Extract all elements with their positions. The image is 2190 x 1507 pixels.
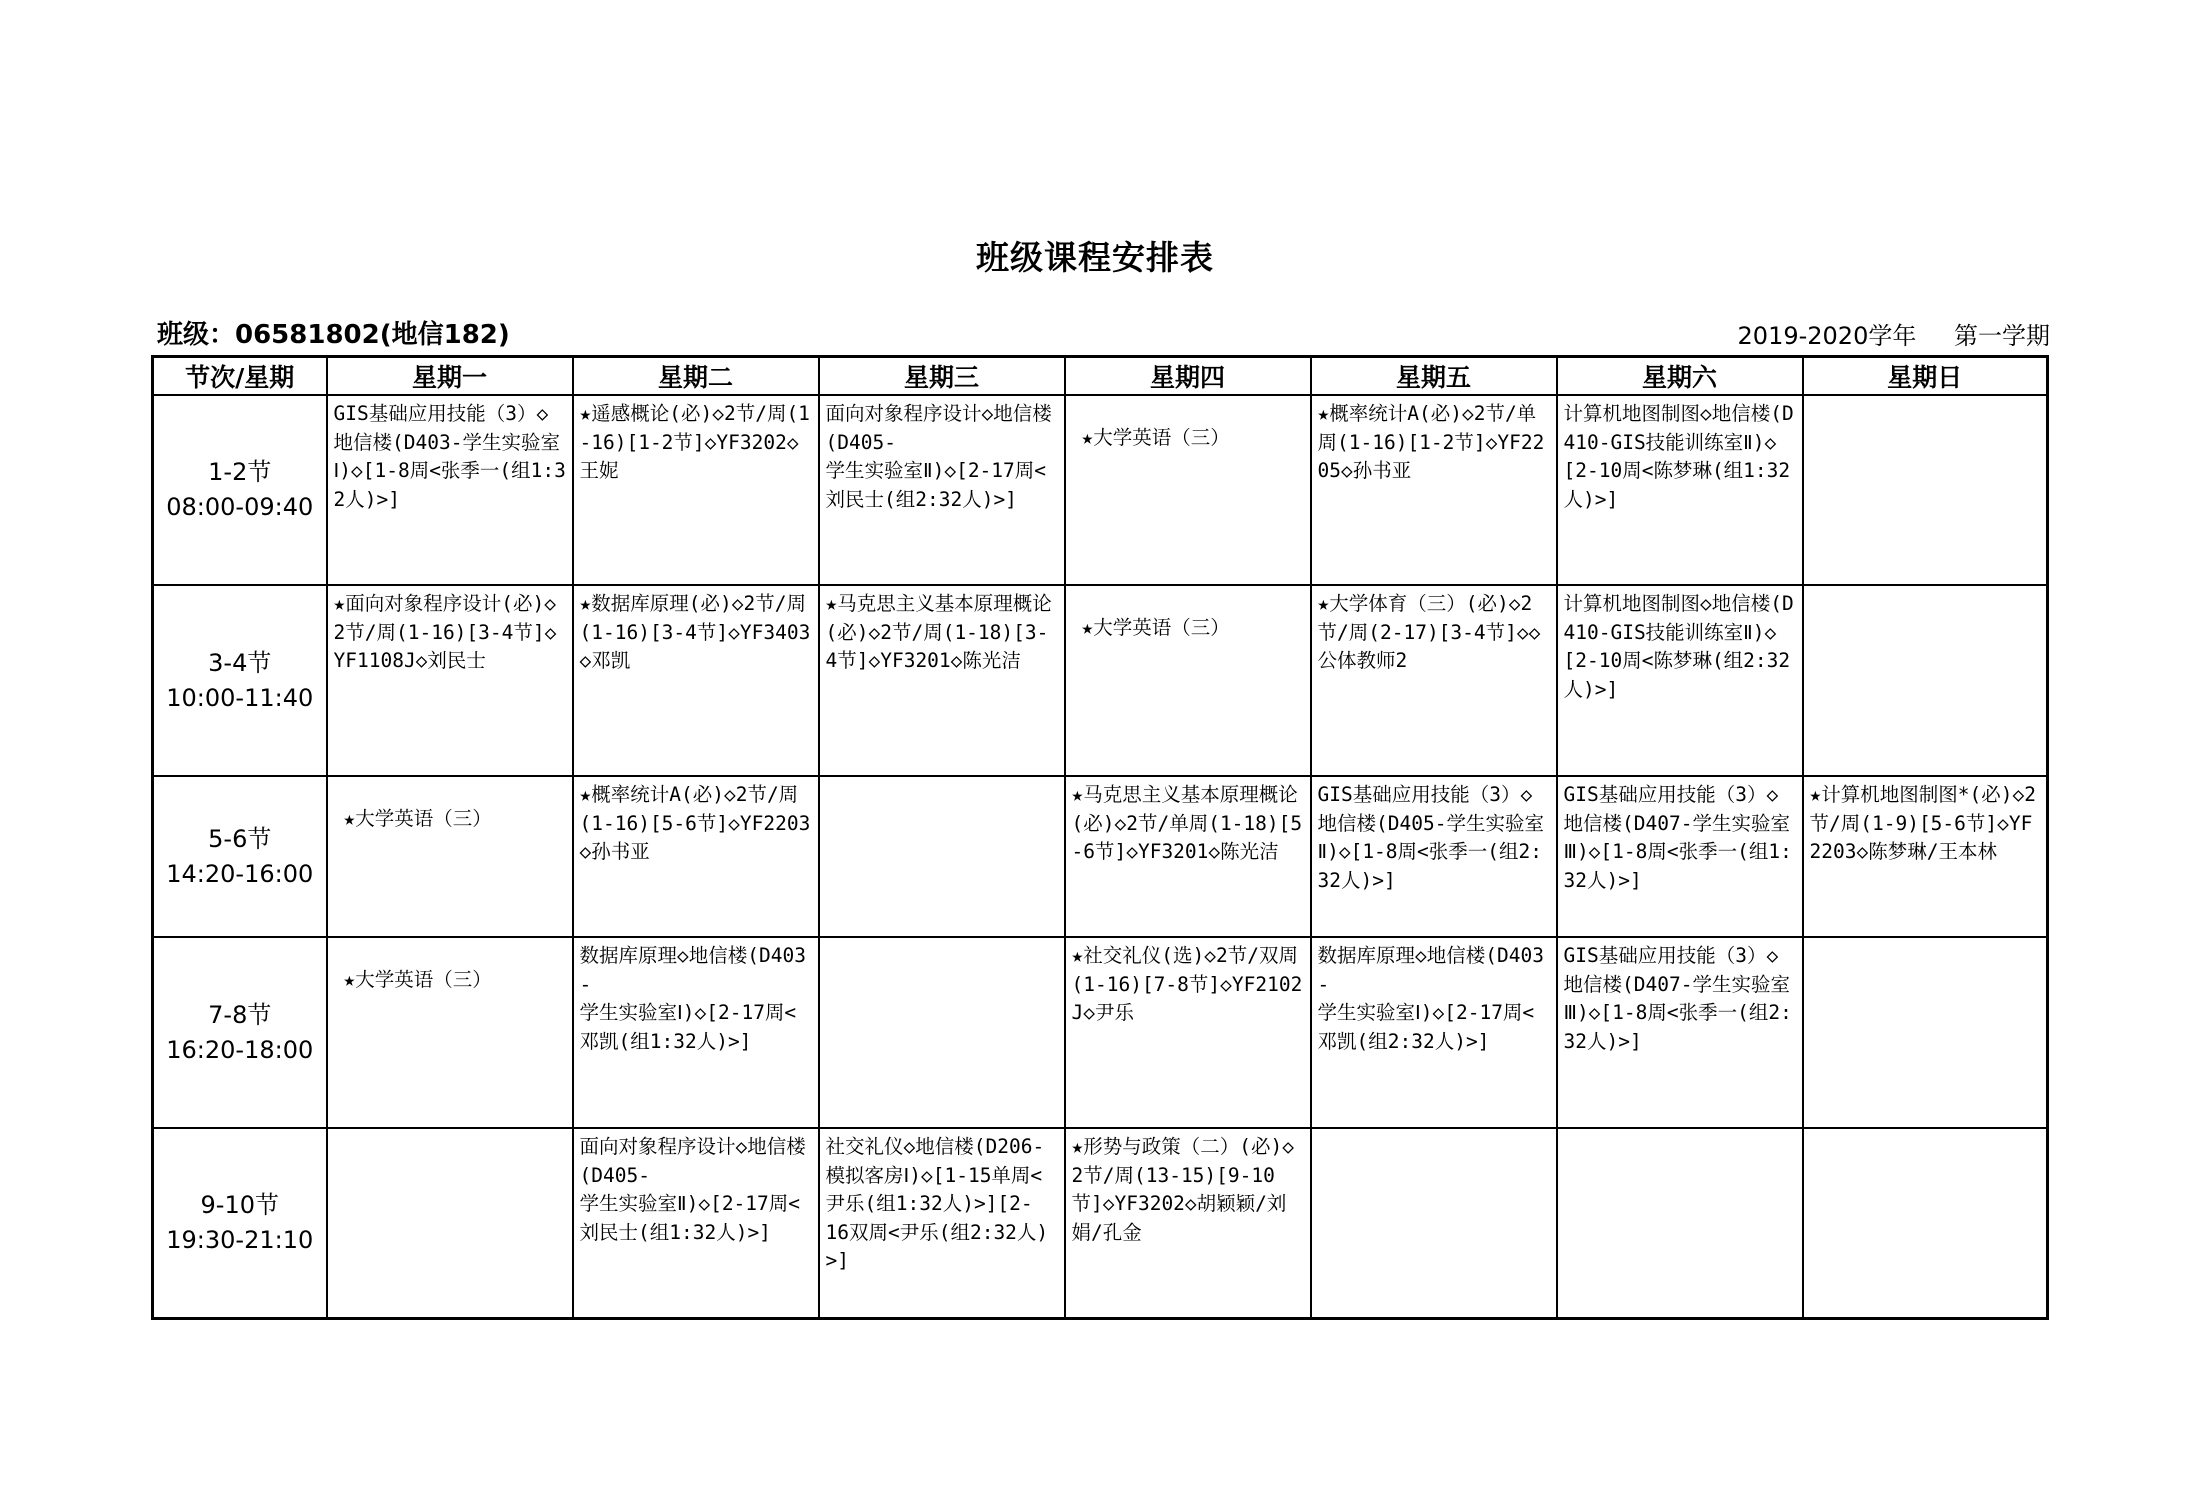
period-time: 16:20-18:00	[166, 1035, 314, 1064]
course-cell	[1065, 1128, 1311, 1319]
course-cell	[573, 1128, 819, 1319]
course-cell	[1803, 585, 2048, 776]
course-text: ★大学英语（三）	[1081, 426, 1230, 449]
course-text: ★马克思主义基本原理概论(必)◇2节/单周(1-18)[5-6节]◇YF3201◇陈光洁	[1071, 783, 1303, 863]
course-cell	[1557, 585, 1803, 776]
course-cell	[1557, 1128, 1803, 1319]
course-cell	[573, 585, 819, 776]
course-text: GIS基础应用技能（3）◇地信楼(D403-学生实验室Ⅰ)◇[1-8周<张季一(组1:32人)>]	[333, 402, 566, 511]
header-tuesday: 星期二	[573, 357, 819, 396]
period-label: 7-8节	[208, 1000, 272, 1029]
course-text: ★大学英语（三）	[343, 807, 492, 830]
header-monday: 星期一	[327, 357, 573, 396]
header-friday: 星期五	[1311, 357, 1557, 396]
course-text: ★概率统计A(必)◇2节/单周(1-16)[1-2节]◇YF2205◇孙书亚	[1317, 402, 1545, 482]
course-cell	[327, 585, 573, 776]
course-cell	[1557, 395, 1803, 585]
course-text: GIS基础应用技能（3）◇地信楼(D407-学生实验室Ⅲ)◇[1-8周<张季一(组1:32人)>]	[1563, 783, 1792, 892]
period-cell	[153, 585, 327, 776]
course-cell	[327, 395, 573, 585]
period-label: 3-4节	[208, 648, 272, 677]
period-cell	[153, 776, 327, 937]
course-text	[820, 938, 1064, 942]
period-time: 14:20-16:00	[166, 859, 314, 888]
course-text: 社交礼仪◇地信楼(D206- 模拟客房Ⅰ)◇[1-15单周<尹乐(组1:32人)>][2- 16双周<尹乐(组2:32人)>]	[825, 1135, 1049, 1272]
course-text	[1312, 1129, 1556, 1133]
table-row	[153, 585, 2048, 776]
course-cell	[1803, 1128, 2048, 1319]
course-text: ★形势与政策（二）(必)◇2节/周(13-15)[9-10节]◇YF3202◇胡颖颖/刘娟/孔金	[1071, 1135, 1294, 1244]
course-cell	[1803, 937, 2048, 1128]
term-label	[1708, 316, 2050, 351]
header-saturday: 星期六	[1557, 357, 1803, 396]
course-cell	[327, 776, 573, 937]
course-text	[1558, 1129, 1802, 1133]
semester: 第一学期	[1954, 322, 2050, 350]
course-text: ★遥感概论(必)◇2节/周(1-16)[1-2节]◇YF3202◇王妮	[579, 402, 810, 482]
course-text	[1804, 586, 2047, 590]
course-text: 计算机地图制图◇地信楼(D410-GIS技能训练室Ⅱ)◇[2-10周<陈梦琳(组1:32人)>]	[1563, 402, 1794, 511]
course-text: 面向对象程序设计◇地信楼(D405- 学生实验室Ⅱ)◇[2-17周<刘民士(组1:32人)>]	[579, 1135, 806, 1244]
course-text: ★数据库原理(必)◇2节/周(1-16)[3-4节]◇YF3403◇邓凯	[579, 592, 811, 672]
table-row	[153, 776, 2048, 937]
course-text: 计算机地图制图◇地信楼(D410-GIS技能训练室Ⅱ)◇[2-10周<陈梦琳(组2:32人)>]	[1563, 592, 1794, 701]
course-text: ★大学体育（三）(必)◇2节/周(2-17)[3-4节]◇◇公体教师2	[1317, 592, 1541, 672]
header-wednesday: 星期三	[819, 357, 1065, 396]
course-text: ★大学英语（三）	[343, 968, 492, 991]
course-text	[1804, 1129, 2047, 1133]
course-text: ★马克思主义基本原理概论(必)◇2节/周(1-18)[3-4节]◇YF3201◇陈光洁	[825, 592, 1052, 672]
course-text: ★概率统计A(必)◇2节/周(1-16)[5-6节]◇YF2203◇孙书亚	[579, 783, 811, 863]
course-cell	[819, 776, 1065, 937]
period-time: 10:00-11:40	[166, 683, 314, 712]
period-label: 1-2节	[208, 458, 272, 486]
header-thursday: 星期四	[1065, 357, 1311, 396]
table-row	[153, 1128, 2048, 1319]
table-row	[153, 395, 2048, 585]
schedule-table	[151, 355, 2049, 1320]
course-text: GIS基础应用技能（3）◇地信楼(D405-学生实验室Ⅱ)◇[1-8周<张季一(组2:32人)>]	[1317, 783, 1544, 892]
academic-year: 2019-2020学年	[1737, 322, 1917, 350]
course-text	[1804, 938, 2047, 942]
course-text: ★社交礼仪(选)◇2节/双周(1-16)[7-8节]◇YF2102J◇尹乐	[1071, 944, 1303, 1024]
course-cell	[1311, 776, 1557, 937]
course-text	[1804, 396, 2047, 400]
period-label: 9-10节	[200, 1191, 279, 1219]
course-cell	[819, 395, 1065, 585]
course-cell	[819, 937, 1065, 1128]
table-row	[153, 937, 2048, 1128]
course-cell	[819, 1128, 1065, 1319]
course-cell	[1065, 395, 1311, 585]
header-row	[153, 357, 2048, 396]
course-cell	[1311, 1128, 1557, 1319]
period-time: 08:00-09:40	[166, 493, 314, 521]
period-cell	[153, 937, 327, 1128]
course-cell	[1065, 585, 1311, 776]
course-cell	[1311, 937, 1557, 1128]
course-cell	[1065, 937, 1311, 1128]
course-text: 数据库原理◇地信楼(D403- 学生实验室Ⅰ)◇[2-17周<邓凯(组2:32人)>]	[1317, 944, 1544, 1053]
course-text: GIS基础应用技能（3）◇地信楼(D407-学生实验室Ⅲ)◇[1-8周<张季一(组2:32人)>]	[1563, 944, 1792, 1053]
course-cell	[573, 937, 819, 1128]
header-period: 节次/星期	[153, 357, 327, 396]
period-time: 19:30-21:10	[166, 1226, 314, 1254]
course-text: ★面向对象程序设计(必)◇2节/周(1-16)[3-4节]◇YF1108J◇刘民士	[333, 592, 557, 672]
course-text: 面向对象程序设计◇地信楼(D405- 学生实验室Ⅱ)◇[2-17周<刘民士(组2:32人)>]	[825, 402, 1052, 511]
course-cell	[327, 1128, 573, 1319]
course-cell	[573, 776, 819, 937]
course-cell	[1803, 395, 2048, 585]
course-text	[820, 777, 1064, 781]
course-cell	[819, 585, 1065, 776]
course-text: 数据库原理◇地信楼(D403- 学生实验室Ⅰ)◇[2-17周<邓凯(组1:32人)>]	[579, 944, 806, 1053]
course-text: ★大学英语（三）	[1081, 616, 1230, 639]
course-cell	[573, 395, 819, 585]
course-cell	[1557, 937, 1803, 1128]
course-cell	[1557, 776, 1803, 937]
page-title: 班级课程安排表	[976, 238, 1214, 277]
course-text	[328, 1129, 572, 1133]
course-cell	[1065, 776, 1311, 937]
course-cell	[1311, 585, 1557, 776]
course-cell	[327, 937, 573, 1128]
course-text: ★计算机地图制图*(必)◇2节/周(1-9)[5-6节]◇YF2203◇陈梦琳/王本林	[1809, 783, 2036, 863]
header-sunday: 星期日	[1803, 357, 2048, 396]
class-label: 班级：06581802(地信182)	[157, 320, 510, 350]
period-label: 5-6节	[208, 824, 272, 853]
period-cell	[153, 1128, 327, 1319]
course-cell	[1311, 395, 1557, 585]
course-cell	[1803, 776, 2048, 937]
period-cell	[153, 395, 327, 585]
